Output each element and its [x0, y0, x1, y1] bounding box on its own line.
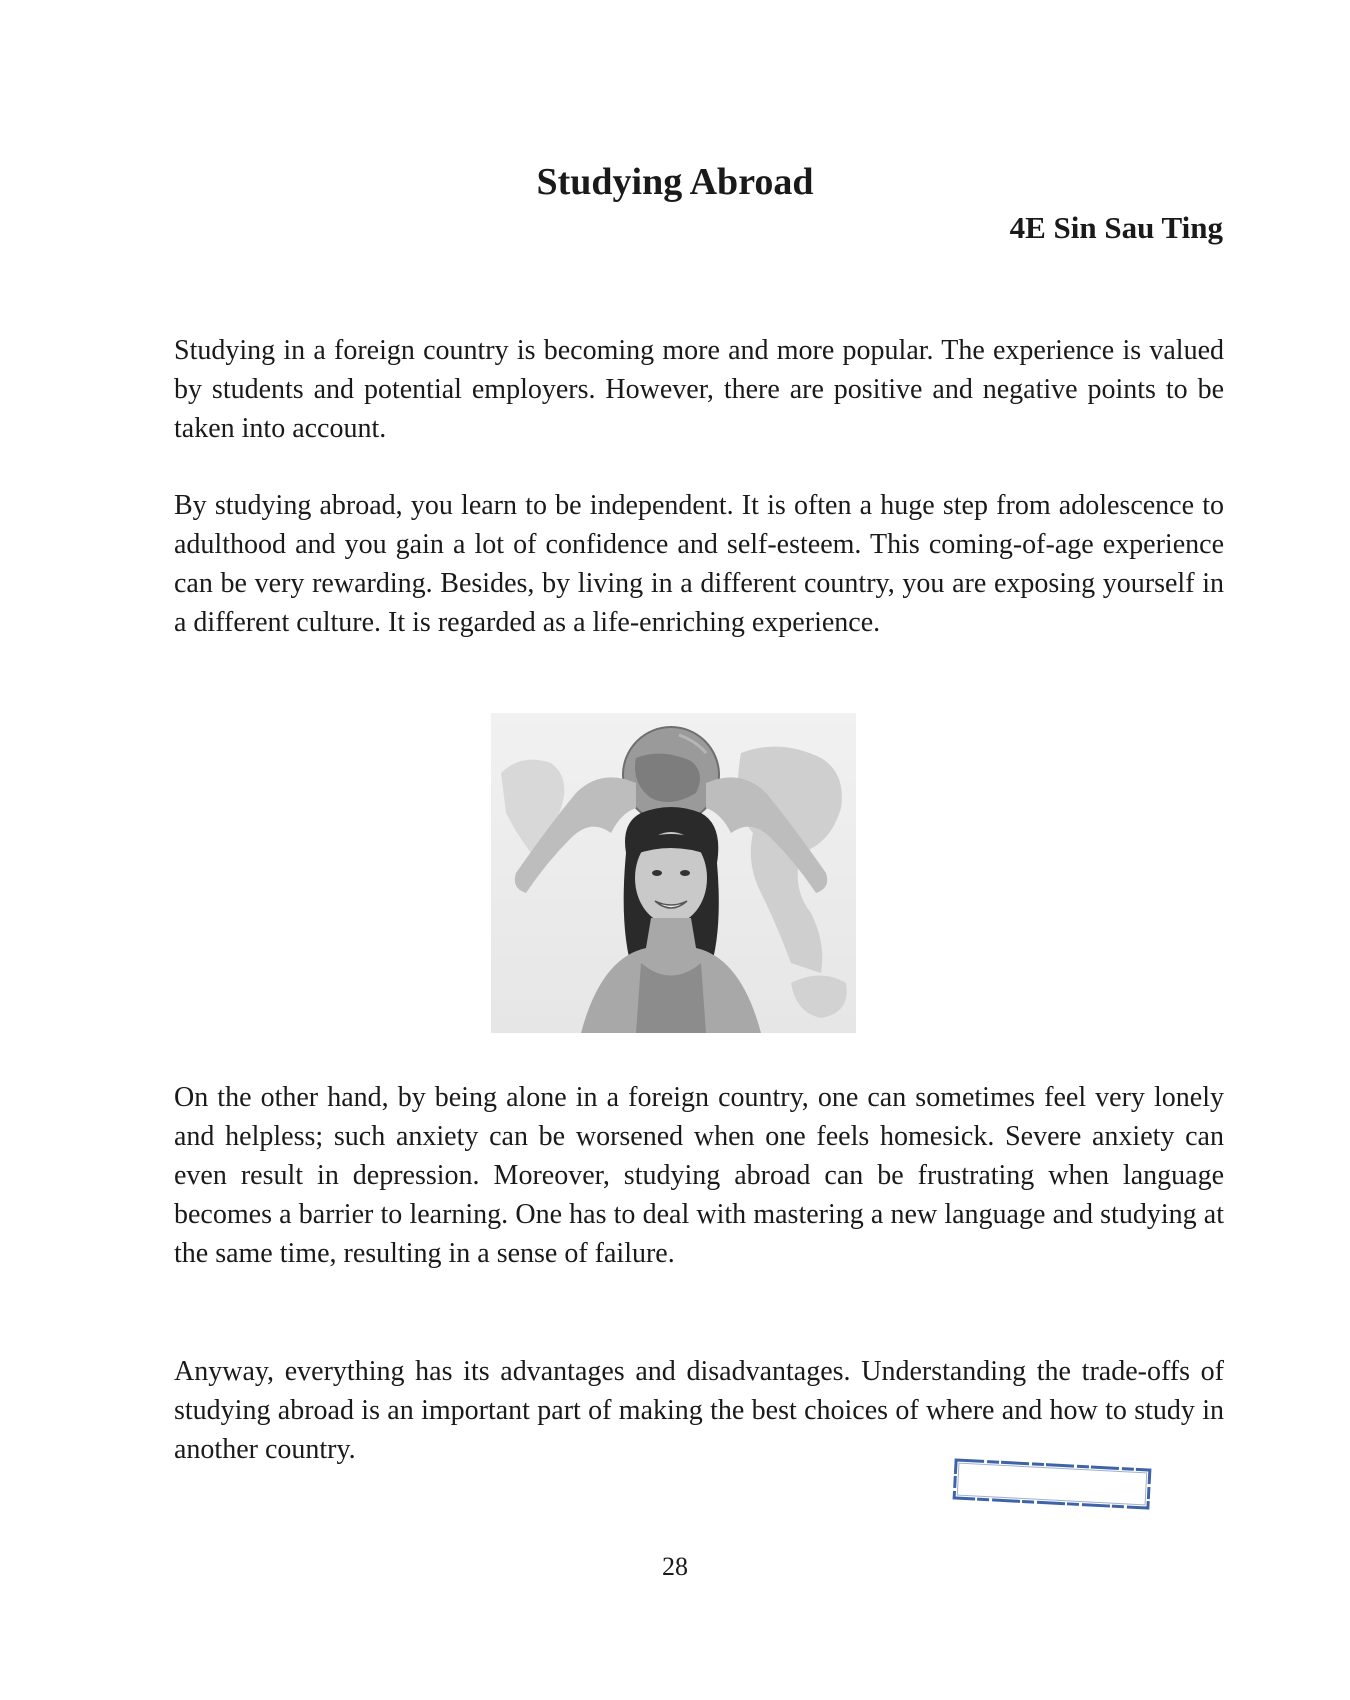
page-number: 28	[662, 1552, 688, 1581]
woman-globe-illustration	[491, 713, 856, 1033]
author-byline: 4E Sin Sau Ting	[1009, 210, 1223, 245]
paragraph-intro: Studying in a foreign country is becoming more and more popular. The experience is valued by students and potential employers. However, there are positive and negative points to be taken into account.	[174, 335, 1224, 444]
page-title: Studying Abroad	[536, 161, 814, 203]
paragraph-conclusion: Anyway, everything has its advantages and disadvantages. Understanding the trade-offs of studying abroad is an important part of making the best choices of where and how to study in another country.	[174, 1356, 1224, 1465]
paragraph-advantages: By studying abroad, you learn to be independent. It is often a huge step from adolescence to adulthood and you gain a lot of confidence and self-esteem. This coming-of-age experience can be very rewarding. Besides, by living in a different country, you are exposing yourself in a different culture. It is regarded as a life-enriching experience.	[174, 490, 1224, 638]
paragraph-disadvantages: On the other hand, by being alone in a foreign country, one can sometimes feel very lonely and helpless; such anxiety can be worsened when one feels homesick. Severe anxiety can even result in depression. Moreover, studying abroad can be frustrating when language becomes a barrier to learning. One has to deal with mastering a new language and studying at the same time, resulting in a sense of failure.	[174, 1082, 1224, 1269]
study-abroad-stamp	[951, 1457, 1153, 1511]
map-landmass-bottom-right	[791, 976, 847, 1019]
illustration-woman-holding-globe	[491, 713, 856, 1033]
map-landmass-right	[738, 747, 842, 973]
